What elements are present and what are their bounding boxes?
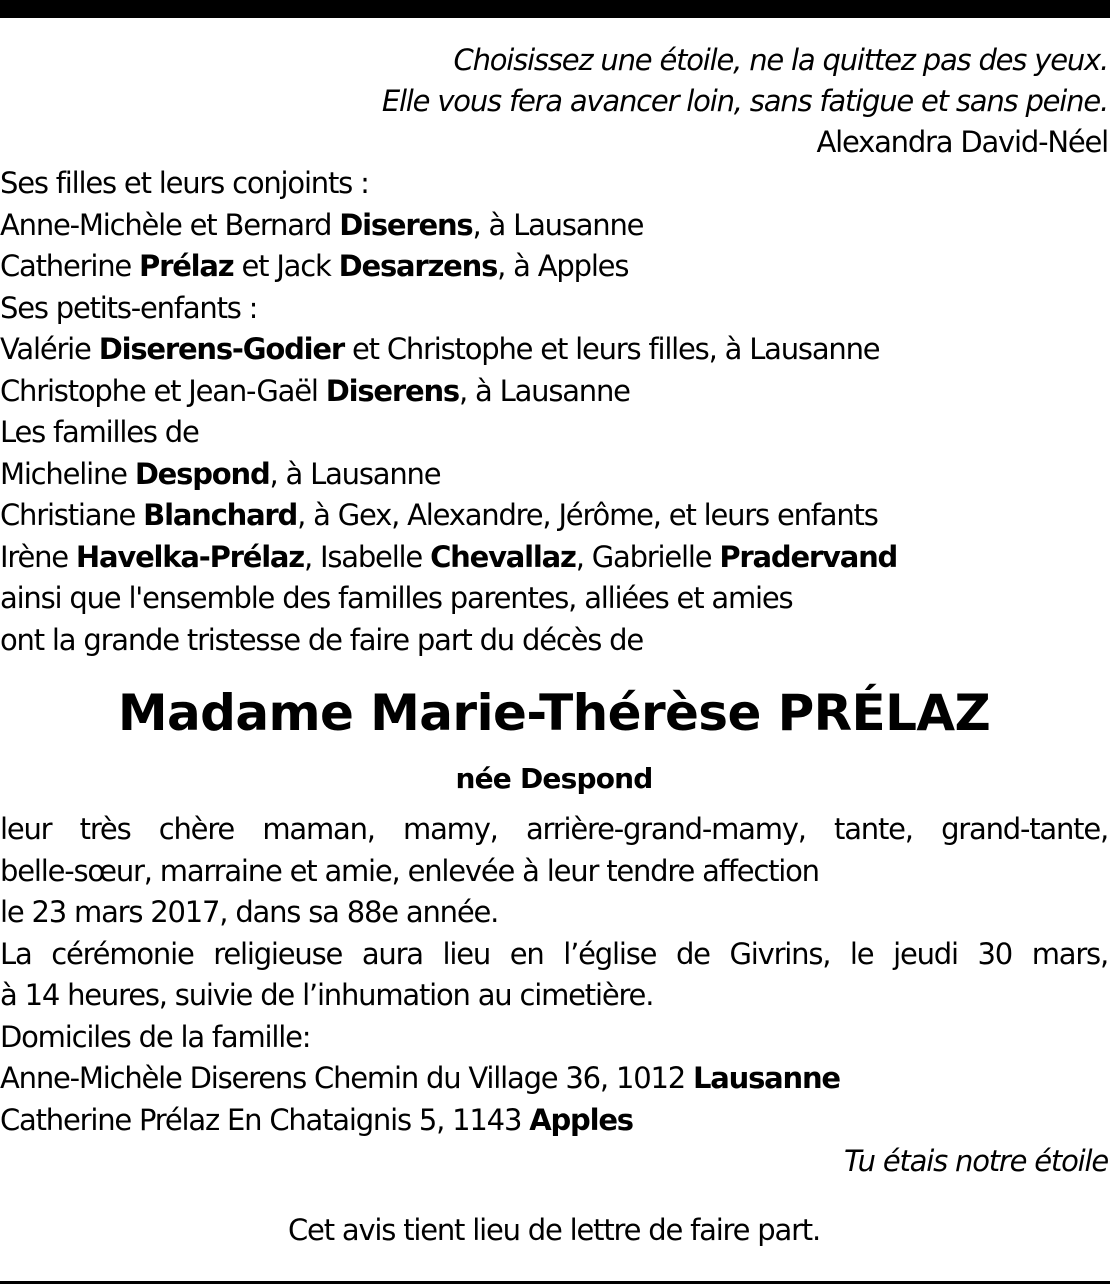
text-span: Catherine Prélaz En Chataignis 5, 1143: [0, 1102, 530, 1137]
text-span: , à Lausanne: [472, 207, 644, 242]
surname: Diserens: [325, 373, 459, 408]
maiden-name: née Despond: [455, 762, 653, 795]
surname: Desarzens: [338, 249, 498, 283]
epigraph-quote: [0, 40, 1108, 163]
family-member-line: [0, 537, 1108, 579]
address-line: [0, 1100, 1108, 1142]
surname: Diserens: [339, 207, 473, 242]
families-heading: Les familles de: [0, 415, 199, 449]
city-name: Apples: [529, 1102, 633, 1137]
surname: Chevallaz: [430, 539, 576, 574]
text-span: et Christophe et leurs filles, à Lausanne: [343, 332, 880, 366]
surname: Diserens-Godier: [98, 332, 344, 366]
details-line-4: La cérémonie religieuse aura lieu en l’église de Givrins, le jeudi 30 mars,: [0, 936, 1108, 971]
surname: Blanchard: [143, 498, 298, 532]
deceased-name: Madame Marie-Thérèse PRÉLAZ: [117, 684, 991, 742]
text-span: Anne-Michèle Diserens Chemin du Village 36, 1012: [0, 1061, 693, 1095]
text-span: Christiane: [0, 498, 144, 532]
text-span: , Gabrielle: [575, 539, 720, 574]
details-line-3: le 23 mars 2017, dans sa 88e année.: [0, 895, 499, 929]
surname: Havelka-Prélaz: [75, 539, 304, 574]
text-span: , à Lausanne: [458, 373, 630, 408]
daughters-heading: Ses filles et leurs conjoints :: [0, 166, 369, 200]
surname: Prélaz: [139, 249, 234, 283]
signoff: Tu étais notre étoile: [844, 1144, 1108, 1178]
text-span: et Jack: [233, 249, 339, 283]
text-span: Valérie: [0, 332, 99, 366]
family-member-line: [0, 371, 1108, 413]
details-line-2: belle-sœur, marraine et amie, enlevée à leur tendre affection: [0, 853, 819, 888]
quote-line-1: Choisissez une étoile, ne la quittez pas des yeux.: [453, 43, 1108, 77]
details-block: [0, 809, 1108, 1141]
city-name: Lausanne: [693, 1061, 840, 1095]
bottom-border-rule: [0, 1281, 1110, 1284]
grandchildren-heading: Ses petits-enfants :: [0, 290, 258, 325]
text-span: Christophe et Jean-Gaël: [0, 373, 326, 408]
family-member-line: [0, 454, 1108, 496]
surname: Pradervand: [719, 539, 898, 574]
notice-line: Cet avis tient lieu de lettre de faire part.: [288, 1213, 820, 1247]
details-line-5: à 14 heures, suivie de l’inhumation au cimetière.: [0, 978, 654, 1012]
details-line-6: Domiciles de la famille:: [0, 1019, 311, 1054]
family-member-line: [0, 329, 1108, 371]
family-member-line: [0, 246, 1108, 288]
text-span: Anne-Michèle et Bernard: [0, 207, 340, 242]
text-span: , à Lausanne: [269, 456, 441, 491]
obituary-notice: [0, 40, 1108, 1251]
top-border-rule: [0, 0, 1110, 18]
text-span: Catherine: [0, 249, 140, 283]
details-line-1: leur très chère maman, mamy, arrière-grand-mamy, tante, grand-tante,: [0, 812, 1108, 846]
text-span: Irène: [0, 539, 76, 574]
family-member-line: [0, 205, 1108, 247]
surname: Despond: [134, 456, 270, 491]
family-list: [0, 163, 1108, 661]
quote-line-2: Elle vous fera avancer loin, sans fatigue et sans peine.: [381, 84, 1108, 118]
closing-line-1: ainsi que l'ensemble des familles parentes, alliées et amies: [0, 581, 793, 615]
text-span: Micheline: [0, 456, 135, 491]
quote-author: Alexandra David-Néel: [816, 125, 1108, 159]
family-member-line: [0, 495, 1108, 537]
closing-line-2: ont la grande tristesse de faire part du décès de: [0, 622, 644, 657]
text-span: , à Gex, Alexandre, Jérôme, et leurs enfants: [297, 498, 878, 532]
address-line: [0, 1058, 1108, 1100]
text-span: , Isabelle: [303, 539, 431, 574]
text-span: , à Apples: [497, 249, 629, 283]
